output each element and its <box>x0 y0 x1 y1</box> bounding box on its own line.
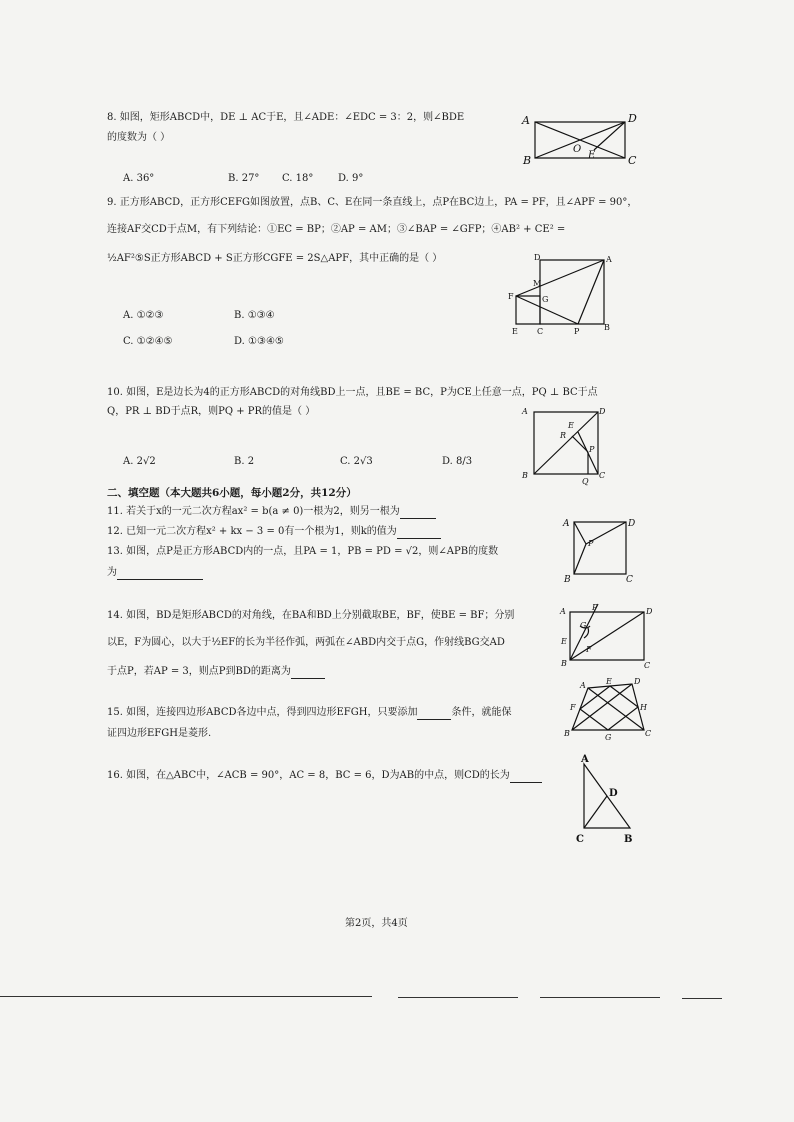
q9-line2: 连接AF交CD于点M，有下列结论：①EC = BP；②AP = AM；③∠BAP = ∠GFP；④AB² + CE² = <box>107 224 566 235</box>
q8-label-c: C <box>628 154 637 167</box>
q14-label-c: C <box>644 661 651 670</box>
q10-label-b: B <box>522 471 528 480</box>
q9-label-p: P <box>574 327 580 336</box>
q13-square <box>574 522 626 574</box>
q15-label-f: F <box>570 703 576 712</box>
q13-line1: 13. 如图，点P是正方形ABCD内的一点，且PA = 1，PB = PD = √2，则∠APB的度数 <box>107 546 499 557</box>
q10-line2: Q，PR ⊥ BD于点R，则PQ + PR的值是（ ） <box>107 406 316 417</box>
q8-label-e: E <box>588 150 596 161</box>
q9-square-cefg <box>516 296 540 324</box>
q11-answer-blank[interactable] <box>400 508 436 519</box>
q16-label-d: D <box>609 788 618 799</box>
q10-segment-pr <box>572 436 588 452</box>
q10-option-a: A. 2√2 <box>123 456 156 467</box>
q11-text: 11. 若关于x的一元二次方程ax² = b(a ≠ 0)一根为2，则另一根为 <box>107 506 400 517</box>
q8-option-d: D. 9° <box>338 173 364 184</box>
q15-line1 <box>107 706 511 720</box>
q16-label-a: A <box>581 754 589 765</box>
q15-label-b: B <box>564 729 570 738</box>
q9-option-a: A. ①②③ <box>123 310 164 321</box>
q10-label-c: C <box>599 471 606 480</box>
q14-label-p: P <box>592 603 598 612</box>
q9-label-f: F <box>508 292 514 301</box>
q13-line2-text: 为 <box>107 567 117 578</box>
q12 <box>107 525 441 539</box>
q8-label-d: D <box>628 112 637 125</box>
q8-option-c: C. 18° <box>282 173 314 184</box>
q16-label-b: B <box>624 834 633 845</box>
q15-label-e: E <box>606 677 612 686</box>
q13-label-b: B <box>564 575 571 585</box>
q14-label-g: G <box>580 621 587 630</box>
q9-option-b: B. ①③④ <box>234 310 275 321</box>
q10-label-a: A <box>522 407 528 416</box>
q8-line1: 8. 如图，矩形ABCD中，DE ⊥ AC于E，且∠ADE：∠EDC = 3：2，则∠BDE <box>107 112 465 123</box>
q16-label-c: C <box>576 834 584 845</box>
q13-line2 <box>107 566 203 580</box>
q8-segment-de <box>594 122 625 150</box>
q9-line1: 9. 正方形ABCD，正方形CEFG如图放置，点B、C、E在同一条直线上，点P在BC边上，PA = PF，且∠APF = 90°， <box>107 197 638 208</box>
q14-figure <box>558 600 658 670</box>
page-footer: 第2页，共4页 <box>345 918 408 929</box>
scan-line-4 <box>682 998 722 999</box>
q10-label-r: R <box>560 431 567 440</box>
q15-answer-blank[interactable] <box>417 709 451 720</box>
q9-label-c: C <box>537 327 544 336</box>
q9-label-g: G <box>542 295 549 304</box>
q13-segments-ap-pb <box>574 522 586 574</box>
q9-label-b: B <box>604 323 610 332</box>
scan-line-2 <box>398 997 518 998</box>
q8-option-a: A. 36° <box>123 173 155 184</box>
q13-figure <box>560 514 640 586</box>
q14-label-a: A <box>560 607 566 616</box>
q15-label-d: D <box>634 677 641 686</box>
q10-label-p: P <box>589 445 595 454</box>
q10-line1: 10. 如图，E是边长为4的正方形ABCD的对角线BD上一点，且BE = BC，P为CE上任意一点，PQ ⊥ BC于点 <box>107 387 598 398</box>
q14-label-b: B <box>561 659 567 668</box>
q9-figure <box>506 252 618 336</box>
q8-option-b: B. 27° <box>228 173 260 184</box>
q15-line1-tail: 条件，就能保 <box>451 707 512 718</box>
q14-line1: 14. 如图，BD是矩形ABCD的对角线，在BA和BD上分别截取BE，BF，使BE = BF；分别 <box>107 610 515 621</box>
q16-line1-text: 16. 如图，在△ABC中，∠ACB = 90°，AC = 8，BC = 6，D为AB的中点，则CD的长为 <box>107 770 510 781</box>
q15-label-a: A <box>580 681 586 690</box>
q10-label-q: Q <box>582 477 589 486</box>
q15-label-h: H <box>640 703 647 712</box>
q9-option-c: C. ①②④⑤ <box>123 336 173 347</box>
q10-label-d: D <box>599 407 606 416</box>
scan-line-3 <box>540 997 660 998</box>
q13-label-c: C <box>626 575 633 585</box>
scan-line-1 <box>0 996 372 997</box>
q8-label-a: A <box>522 114 530 127</box>
q13-label-a: A <box>563 519 570 529</box>
q8-label-o: O <box>573 144 582 155</box>
q14-line2: 以E，F为圆心，以大于½EF的长为半径作弧，两弧在∠ABD内交于点G，作射线BG交AD <box>107 637 505 648</box>
q9-option-d: D. ①③④⑤ <box>234 336 284 347</box>
q16-segment-cd <box>584 796 607 828</box>
q16-line1 <box>107 769 542 783</box>
q13-label-p: P <box>588 539 594 548</box>
q15-line1-text: 15. 如图，连接四边形ABCD各边中点，得到四边形EFGH，只要添加 <box>107 707 418 718</box>
q15-label-c: C <box>645 729 652 738</box>
q9-segment-af <box>516 260 604 296</box>
q14-label-f: F <box>586 645 592 654</box>
q9-line3: ½AF²⑤S正方形ABCD + S正方形CGFE = 2S△APF，其中正确的是（ ） <box>107 253 443 264</box>
q9-label-e: E <box>512 327 518 336</box>
q8-line2: 的度数为（ ） <box>107 132 171 143</box>
q13-answer-blank[interactable] <box>117 569 203 580</box>
q12-text: 12. 已知一元二次方程x² + kx − 3 = 0有一个根为1，则k的值为 <box>107 526 397 537</box>
q10-option-b: B. 2 <box>234 456 255 467</box>
q15-quadrilateral-efgh <box>580 686 638 730</box>
q10-label-e: E <box>568 421 574 430</box>
q9-label-a: A <box>606 255 612 264</box>
q15-line2: 证四边形EFGH是菱形. <box>107 728 212 739</box>
q9-label-d: D <box>534 253 541 262</box>
q14-diagonal-bd <box>570 612 644 660</box>
q9-label-m: M <box>533 279 542 288</box>
q14-line3-text: 于点P，若AP = 3，则点P到BD的距离为 <box>107 666 291 677</box>
q14-line3 <box>107 665 325 679</box>
q16-figure <box>570 752 642 844</box>
q14-label-e: E <box>561 637 567 646</box>
q15-label-g: G <box>605 733 612 742</box>
section-2-heading: 二、填空题（本大题共6小题，每小题2分，共12分） <box>107 487 357 499</box>
q14-label-d: D <box>646 607 653 616</box>
q10-option-c: C. 2√3 <box>340 456 373 467</box>
q10-option-d: D. 8/3 <box>442 456 473 467</box>
q8-figure <box>520 110 640 166</box>
q12-answer-blank[interactable] <box>397 528 441 539</box>
q11 <box>107 505 436 519</box>
q15-figure <box>562 676 654 744</box>
q16-answer-blank[interactable] <box>510 772 542 783</box>
q10-figure <box>518 404 604 486</box>
q14-answer-blank[interactable] <box>291 668 325 679</box>
q13-label-d: D <box>628 519 636 529</box>
q8-label-b: B <box>523 154 532 167</box>
q9-square-abcd <box>540 260 604 324</box>
